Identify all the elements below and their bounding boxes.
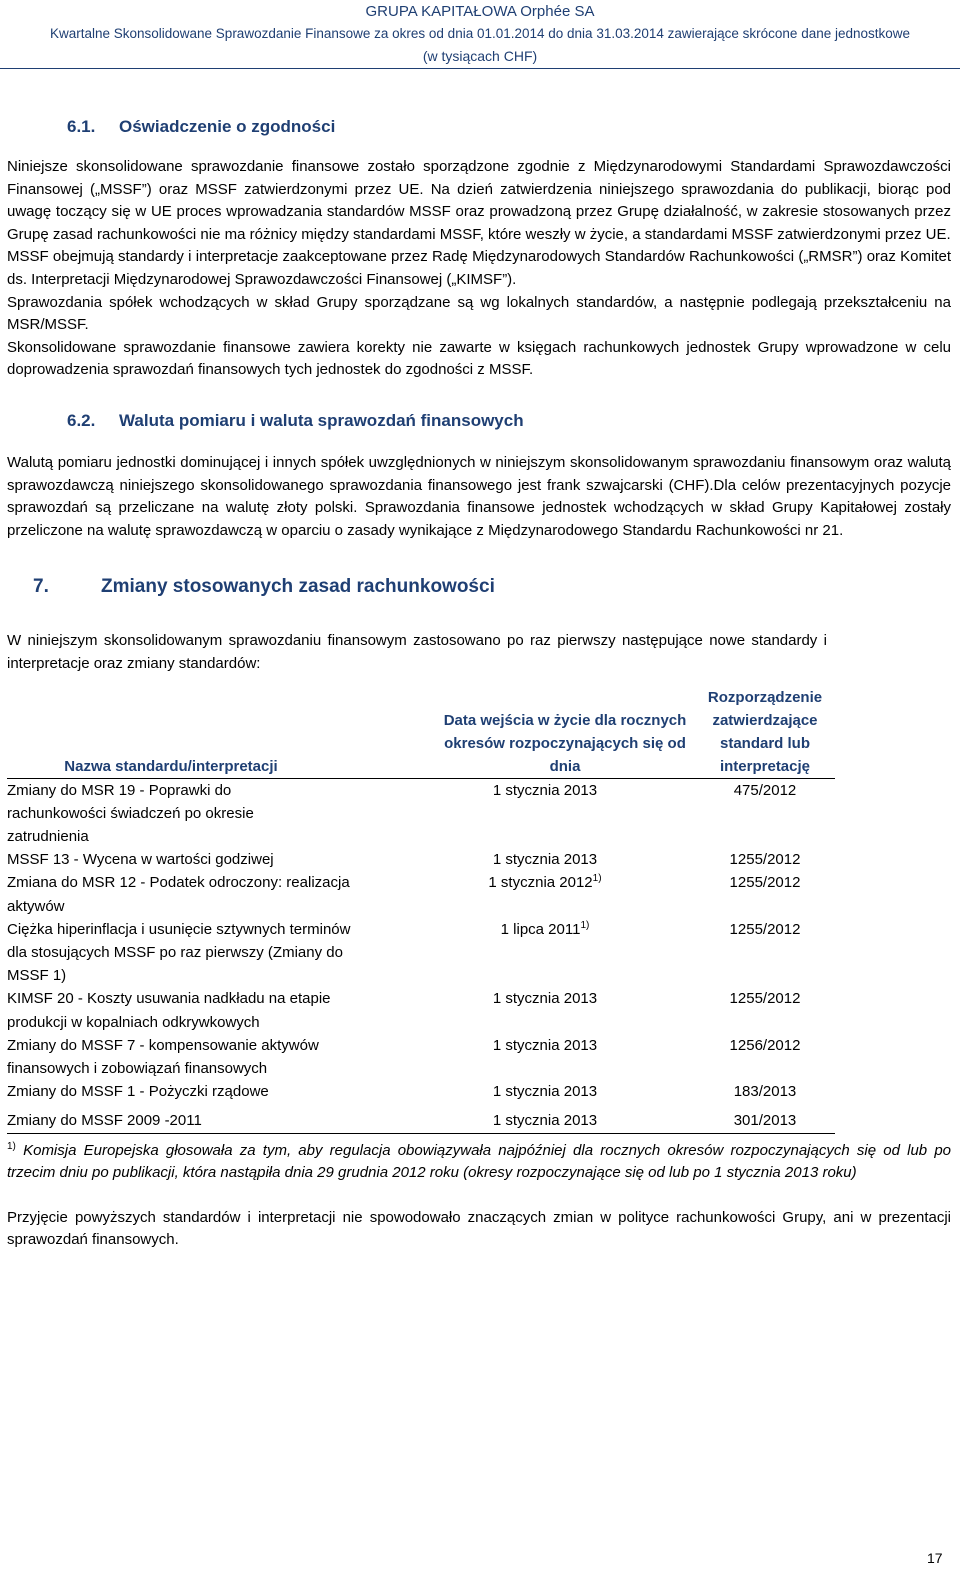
paragraph: Niniejsze skonsolidowane sprawozdanie finansowe zostało sporządzone zgodnie z Międzynarodowymi Standardami Sprawozdawczości Finansowej („MSSF”) oraz MSSF zatwierdzonymi przez UE. Na dzień zatwierdzenia niniejszego sprawozdania do publikacji, biorąc pod uwagę toczący się w UE proces wprowadzania standardów MSSF oraz prowadzoną przez Grupę działalność, w zakresie stosowanych przez Grupę zasad rachunkowości nie ma różnicy między standardami MSSF, które weszły w życie, a standardami MSSF zatwierdzonymi przez UE.	[7, 158, 951, 243]
closing-paragraph: Przyjęcie powyższych standardów i interpretacji nie spowodowało znaczących zmian w polityce rachunkowości Grupy, ani w prezentacji sprawozdań finansowych.	[7, 1208, 951, 1249]
effective-date: 1 stycznia 2013	[492, 1083, 598, 1101]
footnote-marker: 1)	[580, 919, 590, 931]
footnote: $^{1)}$ Komisja Europejska głosowała za tym, aby regulacja obowiązywała najpóźniej dla rocznych okresów rozpoczynających się od lub po trzecim dniu po publikacji, która nastąpiła dnia 29 grudnia 2012 roku (okresy rozpoczynające się od lub po 1 stycznia 2013 roku)	[7, 1140, 951, 1182]
section-number: 7.	[33, 576, 49, 598]
effective-date: 1 stycznia 2013	[492, 1036, 598, 1054]
table-row	[7, 778, 835, 848]
regulation-number: 1255/2012	[729, 851, 801, 869]
section-6-2-heading	[67, 406, 951, 436]
header-divider	[0, 68, 960, 69]
document-body	[7, 112, 951, 1252]
section-intro: W niniejszym skonsolidowanym sprawozdaniu finansowym zastosowano po raz pierwszy następujące nowe standardy i interpretacje oraz zmiany standardów:	[7, 632, 827, 672]
standard-name: MSSF 13 - Wycena w wartości godziwej	[7, 851, 274, 869]
regulation-number: 301/2013	[733, 1112, 797, 1130]
table-row	[7, 987, 835, 1033]
section-number: 6.1.	[67, 117, 96, 136]
page-header	[0, 0, 960, 66]
table-row	[7, 871, 835, 917]
page-number: 17	[927, 1550, 943, 1566]
standards-table	[7, 686, 835, 1134]
column-header-name: Nazwa standardu/interpretacji	[64, 757, 278, 775]
table-header-row	[7, 686, 835, 779]
standard-name: Zmiany do MSSF 2009 -2011	[7, 1112, 202, 1130]
standard-name: Zmiany do MSSF 1 - Pożyczki rządowe	[7, 1083, 269, 1101]
section-title: Zmiany stosowanych zasad rachunkowości	[101, 576, 495, 598]
report-subtitle: Kwartalne Skonsolidowane Sprawozdanie Finansowe za okres od dnia 01.01.2014 do dnia 31.03.2014 zawierające skrócone dane jednostkowe	[49, 26, 911, 41]
effective-date: 1 stycznia 2013	[492, 1112, 598, 1130]
paragraph: Skonsolidowane sprawozdanie finansowe zawiera korekty nie zawarte w księgach rachunkowych jednostek Grupy wprowadzone w celu doprowadzenia sprawozdań finansowych tych jednostek do zgodności z MSSF.	[7, 338, 951, 379]
regulation-number: 475/2012	[733, 781, 797, 799]
standard-name: Zmiany do MSR 19 - Poprawki do rachunkowości świadczeń po okresie zatrudnienia	[7, 781, 254, 845]
table-row	[7, 918, 835, 988]
section-number: 6.2.	[67, 410, 96, 430]
table-row	[7, 848, 835, 871]
effective-date: 1 lipca 2011$^{1)}$	[500, 919, 590, 938]
table-row	[7, 1080, 835, 1103]
units-note: (w tysiącach CHF)	[422, 48, 538, 64]
footnote-marker: 1)	[592, 873, 602, 885]
effective-date: 1 stycznia 2013	[492, 781, 598, 799]
standard-name: Ciężka hiperinflacja i usunięcie sztywnych terminów dla stosujących MSSF po raz pierwszy (Zmiany do MSSF 1)	[7, 920, 351, 985]
section-6-1-heading	[67, 112, 951, 142]
section-title: Oświadczenie o zgodności	[119, 117, 336, 136]
regulation-number: 1256/2012	[729, 1036, 801, 1054]
section-7-heading	[33, 572, 951, 602]
footnote-marker: 1)	[7, 1140, 16, 1152]
effective-date: 1 stycznia 2013	[492, 990, 598, 1008]
paragraph: Sprawozdania spółek wchodzących w skład Grupy sporządzane są wg lokalnych standardów, a następnie podlegają przekształceniu na MSR/MSSF.	[7, 293, 951, 334]
standard-name: KIMSF 20 - Koszty usuwania nadkładu na etapie produkcji w kopalniach odkrywkowych	[7, 990, 331, 1031]
regulation-number: 1255/2012	[729, 874, 801, 892]
effective-date: 1 stycznia 2012$^{1)}$	[488, 873, 602, 892]
paragraph: Walutą pomiaru jednostki dominującej i innych spółek uwzględnionych w niniejszym skonsolidowanym sprawozdaniu finansowym oraz walutą sprawozdawczą niniejszego skonsolidowanego sprawozdania finansowego jest frank szwajcarski (CHF).Dla celów prezentacyjnych pozycje sprawozdań są przeliczane na walutę złoty polski. Sprawozdania finansowe jednostek wchodzących w skład Grupy Kapitałowej zostały przeliczone na walutę sprawozdawczą w oparciu o zasady wynikające z Międzynarodowego Standardu Rachunkowości nr 21.	[7, 453, 951, 539]
regulation-number: 183/2013	[733, 1083, 797, 1101]
company-name: GRUPA KAPITAŁOWA Orphée SA	[365, 3, 595, 20]
standard-name: Zmiany do MSSF 7 - kompensowanie aktywów finansowych i zobowiązań finansowych	[7, 1036, 319, 1077]
regulation-number: 1255/2012	[729, 920, 801, 938]
paragraph: MSSF obejmują standardy i interpretacje zaakceptowane przez Radę Międzynarodowych Standardów Rachunkowości („RMSR”) oraz Komitet ds. Interpretacji Międzynarodowej Sprawozdawczości Finansowej („KIMSF”).	[7, 248, 951, 288]
standard-name: Zmiana do MSR 12 - Podatek odroczony: realizacja aktywów	[7, 874, 350, 915]
column-header-regulation: Rozporządzenie zatwierdzające standard lub interpretację	[707, 688, 823, 775]
section-title: Waluta pomiaru i waluta sprawozdań finansowych	[119, 410, 524, 430]
effective-date: 1 stycznia 2013	[492, 851, 598, 869]
column-header-date: Data wejścia w życie dla rocznych okresów rozpoczynających się od dnia	[443, 711, 687, 775]
table-row	[7, 1103, 835, 1133]
table-row	[7, 1034, 835, 1080]
regulation-number: 1255/2012	[729, 990, 801, 1008]
